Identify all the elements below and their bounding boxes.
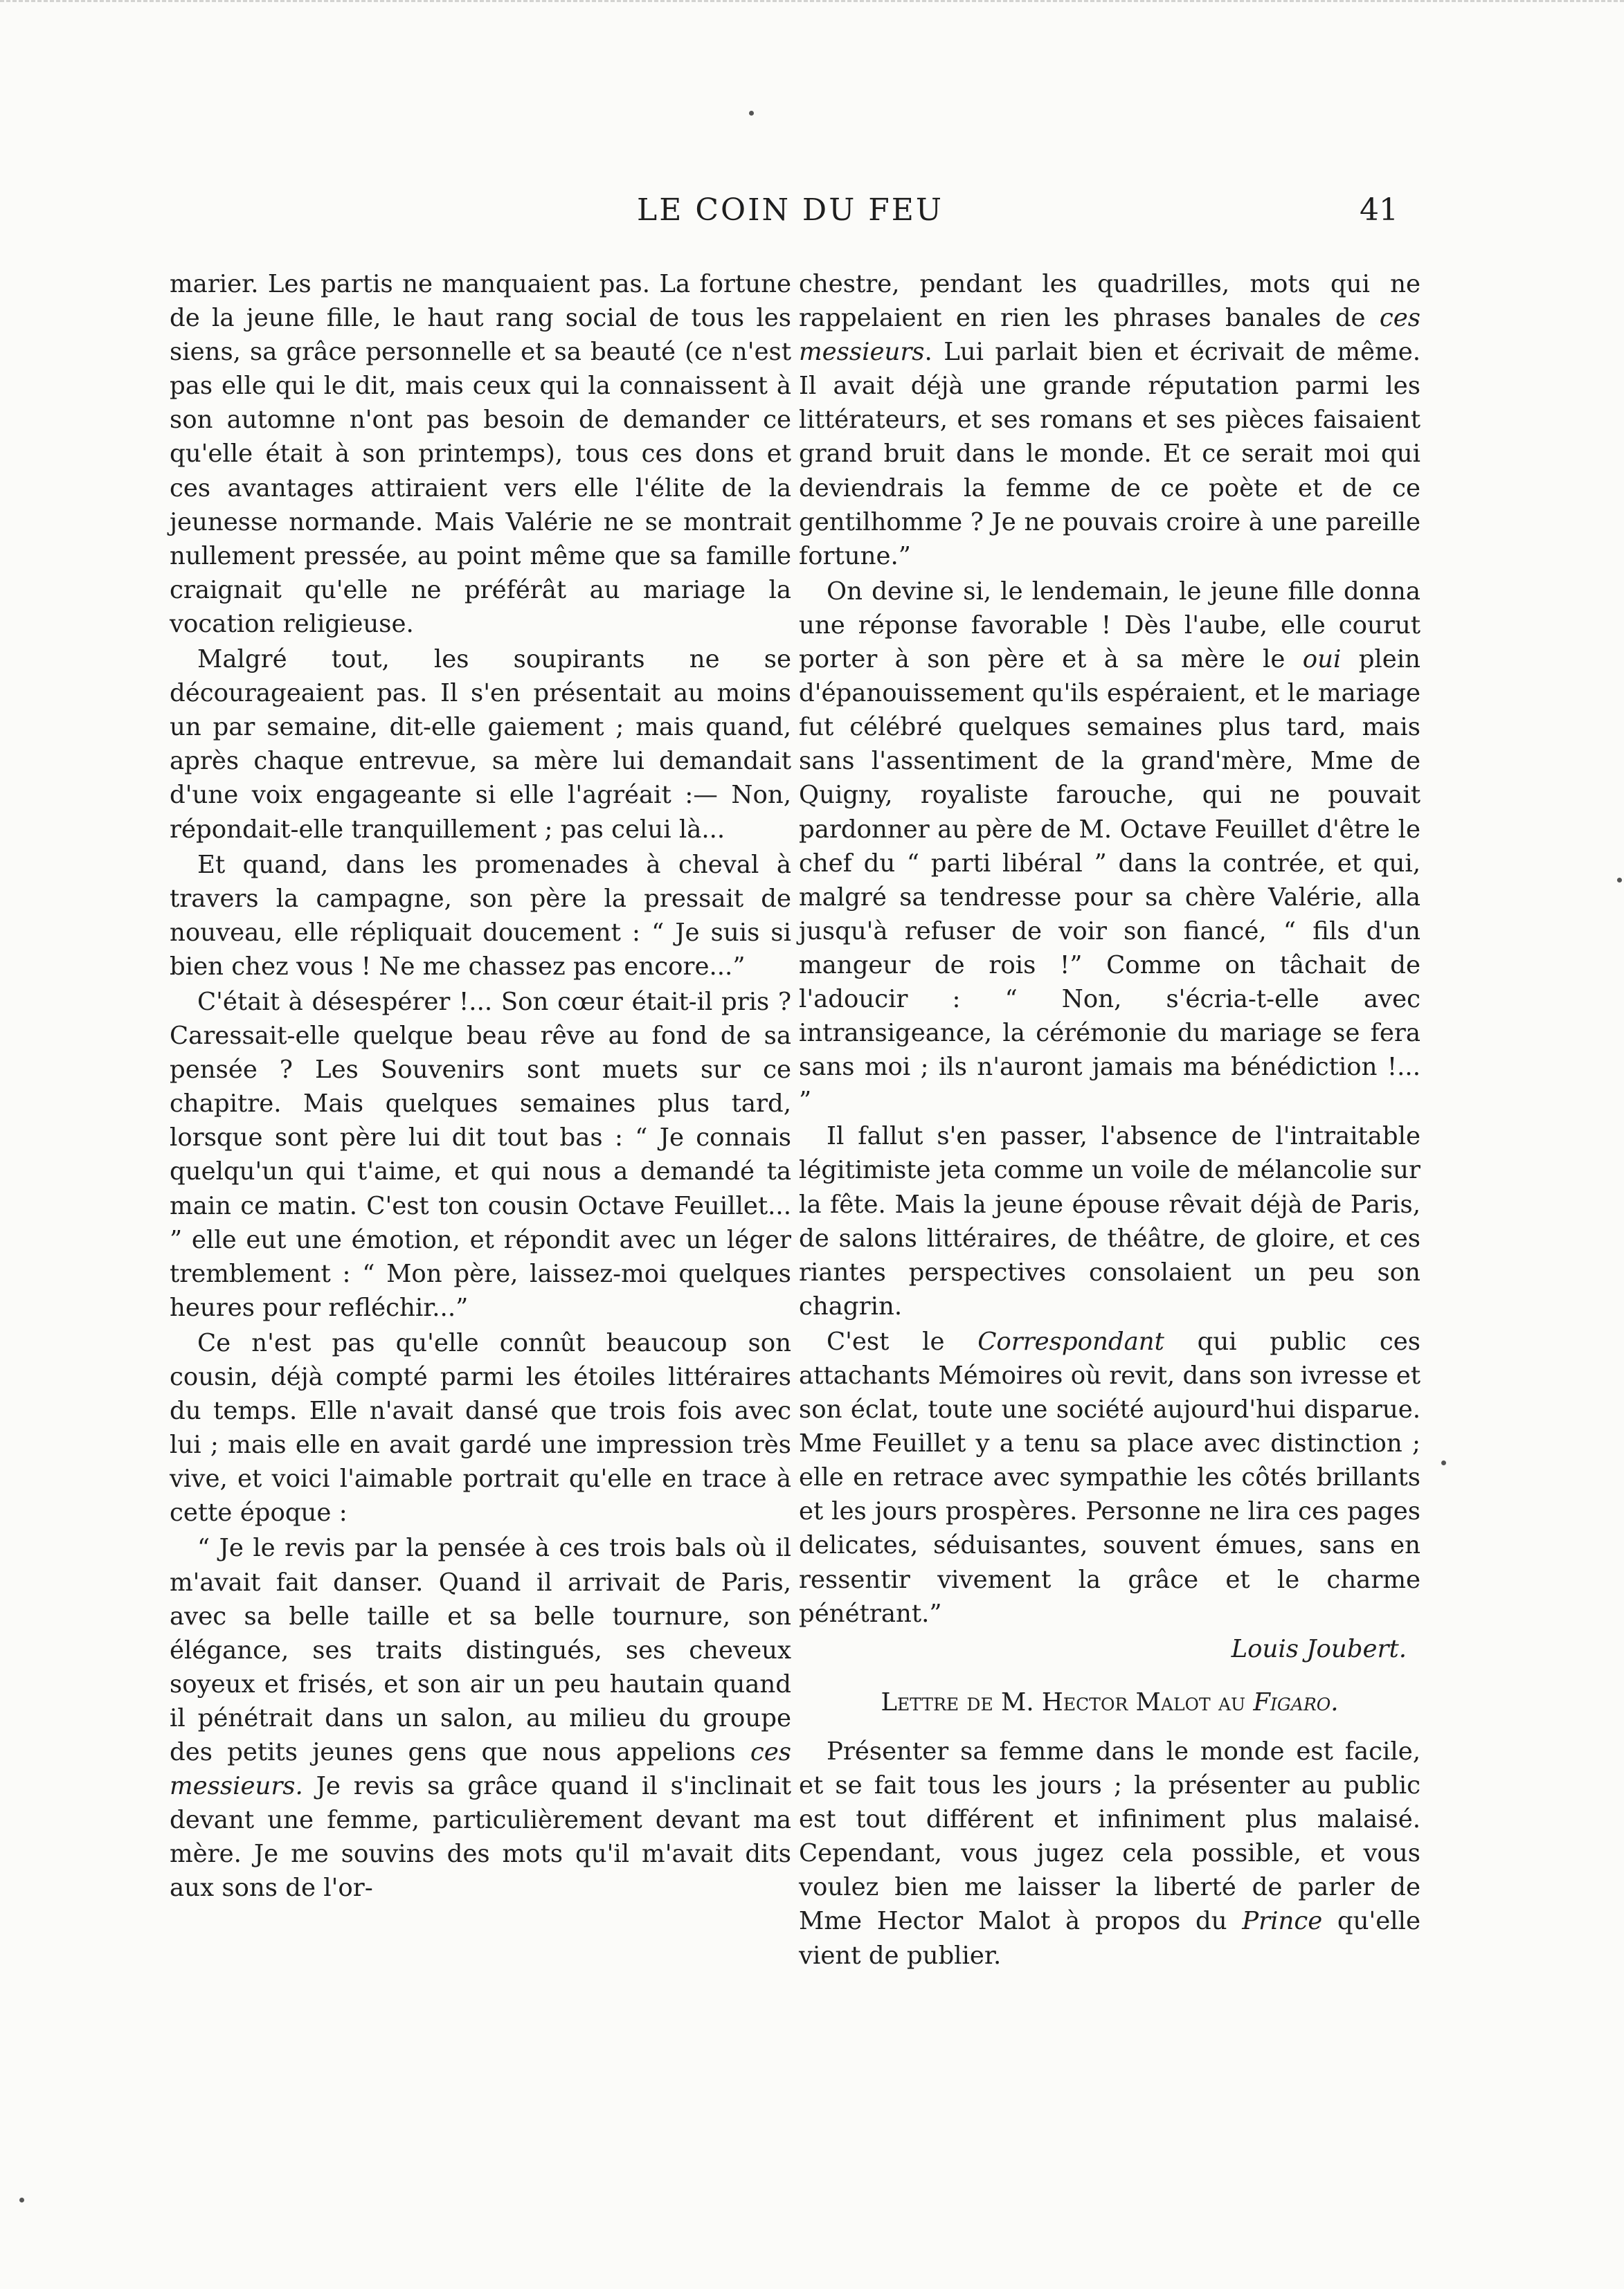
section-title-emphasis: Figaro. [1253, 1688, 1339, 1717]
text-run: “ Je le revis par la pensée à ces trois bals où il m'avait fait danser. Quand il arrivait de Paris, avec sa belle taille et sa belle tournure, son élégance, ses traits distingués, ses cheveux soyeux et frisés, et son air un peu hautain quand il pénétrait dans un salon, au milieu du groupe des petits jeunes gens que nous appelions [170, 1534, 791, 1767]
signature-text: Louis Joubert. [1231, 1634, 1407, 1663]
page-header [166, 192, 1412, 241]
text-run: Je revis sa grâce quand il s'inclinait devant une femme, particulièrement devant ma mère. Je me souvins des mots qu'il m'avait dits aux sons de l'or- [170, 1772, 791, 1903]
page-top-edge [0, 0, 1624, 5]
paragraph [170, 1531, 791, 1905]
paragraph [799, 1325, 1420, 1631]
text-run: plein d'épanouissement qu'ils espéraient, et le mariage fut célébré quelques semaines plus tard, mais sans l'assentiment de la grand'mère, Mme de Quigny, royaliste farouche, qui ne pouvait pardonner au père de M. Octave Feuillet d'être le chef du “ parti libéral ” dans la contrée, et qui, malgré sa tendresse pour sa chère Valérie, alla jusqu'à refuser de voir son fiancé, “ fils d'un mangeur de rois !” Comme on tâchait de l'adoucir : “ Non, s'écria-t-elle avec intransigeance, la cérémonie du mariage se fera sans moi ; ils n'auront jamais ma bénédiction !... ” [799, 645, 1420, 1116]
paragraph: Ce n'est pas qu'elle connût beaucoup son cousin, déjà compté parmi les étoiles littéraires du temps. Elle n'avait dansé que trois fois avec lui ; mais elle en avait gardé une impression très vive, et voici l'aimable portrait qu'elle en trace à cette époque : [170, 1328, 791, 1528]
signature [799, 1632, 1420, 1666]
paragraph [799, 1735, 1420, 1973]
emphasis: Prince [1242, 1907, 1323, 1936]
text-run: C'est le [827, 1327, 978, 1356]
right-column [799, 267, 1420, 1973]
paragraph: Et quand, dans les promenades à cheval à travers la campagne, son père la pressait de nouveau, elle répliquait doucement : “ Je suis si bien chez vous ! Ne me chassez pas encore...” [170, 850, 791, 981]
paragraph: Il fallut s'en passer, l'absence de l'intraitable légitimiste jeta comme un voile de mélancolie sur la fête. Mais la jeune épouse rêvait déjà de Paris, de salons littéraires, de théâtre, de gloire, et ces riantes perspectives consolaient un peu son chagrin. [799, 1122, 1420, 1321]
paragraph: C'était à désespérer !... Son cœur était-il pris ? Caressait-elle quelque beau rêve au fond de sa pensée ? Les Souvenirs sont muets sur ce chapitre. Mais quelques semaines plus tard, lorsque sont père lui dit tout bas : “ Je connais quelqu'un qui t'aime, et qui nous a demandé ta main ce matin. C'est ton cousin Octave Feuillet... ” elle eut une émotion, et répondit avec un léger tremblement : “ Mon père, laissez-moi quelques heures pour refléchir...” [170, 987, 791, 1322]
section-title-text: Lettre de M. Hector Malot au [881, 1688, 1254, 1717]
scan-speck [749, 111, 754, 116]
running-title: LE COIN DU FEU [637, 192, 944, 228]
emphasis: oui [1302, 645, 1342, 674]
scan-speck [1441, 1460, 1446, 1465]
scan-speck [19, 2198, 24, 2202]
paragraph: Malgré tout, les soupirants ne se décourageaient pas. Il s'en présentait au moins un par semaine, dit-elle gaiement ; mais quand, après chaque entrevue, sa mère lui demandait d'une voix engageante si elle l'agréait :— Non, répondait-elle tranquillement ; pas celui là... [170, 645, 791, 844]
page-number: 41 [1360, 192, 1398, 228]
paragraph: marier. Les partis ne manquaient pas. La fortune de la jeune fille, le haut rang social de tous les siens, sa grâce personnelle et sa beauté (ce n'est pas elle qui le dit, mais ceux qui la connaissent à son automne n'ont pas besoin de demander ce qu'elle était à son printemps), tous ces dons et ces avantages attiraient vers elle l'élite de la jeunesse normande. Mais Valérie ne se montrait nullement pressée, au point même que sa famille craignait qu'elle ne préférât au mariage la vocation religieuse. [170, 270, 791, 638]
paragraph [799, 267, 1420, 573]
section-title [799, 1685, 1420, 1719]
text-run: Présenter sa femme dans le monde est facile, et se fait tous les jours ; la présenter au public est tout différent et infiniment plus malaisé. Cependant, vous jugez cela possible, et vous voulez bien me laisser la liberté de parler de Mme Hector Malot à propos du [799, 1737, 1420, 1936]
left-column [170, 267, 791, 1906]
paragraph [799, 574, 1420, 1119]
text-run: On devine si, le lendemain, le jeune fille donna une réponse favorable ! Dès l'aube, elle courut porter à son père et à sa mère le [799, 577, 1420, 674]
text-run: qu'elle vient de publier. [799, 1907, 1420, 1970]
emphasis: ces messieurs. [170, 1738, 791, 1801]
emphasis: ces messieurs [799, 304, 1420, 367]
text-run: qui public ces attachants Mémoires où revit, dans son ivresse et son éclat, toute une société aujourd'hui disparue. Mme Feuillet y a tenu sa place avec distinction ; elle en retrace avec sympathie les côtés brillants et les jours prospères. Personne ne lira ces pages delicates, séduisantes, souvent émues, sans en ressentir vivement la grâce et le charme pénétrant.” [799, 1327, 1420, 1628]
text-run: chestre, pendant les quadrilles, mots qui ne rappelaient en rien les phrases banales de [799, 270, 1420, 333]
text-run: . Lui parlait bien et écrivait de même. Il avait déjà une grande réputation parmi les littérateurs, et ses romans et ses pièces faisaient grand bruit dans le monde. Et ce serait moi qui deviendrais la femme de ce poète et de ce gentilhomme ? Je ne pouvais croire à une pareille fortune.” [799, 338, 1420, 570]
scan-speck [1617, 878, 1622, 883]
emphasis: Correspondant [977, 1327, 1164, 1356]
